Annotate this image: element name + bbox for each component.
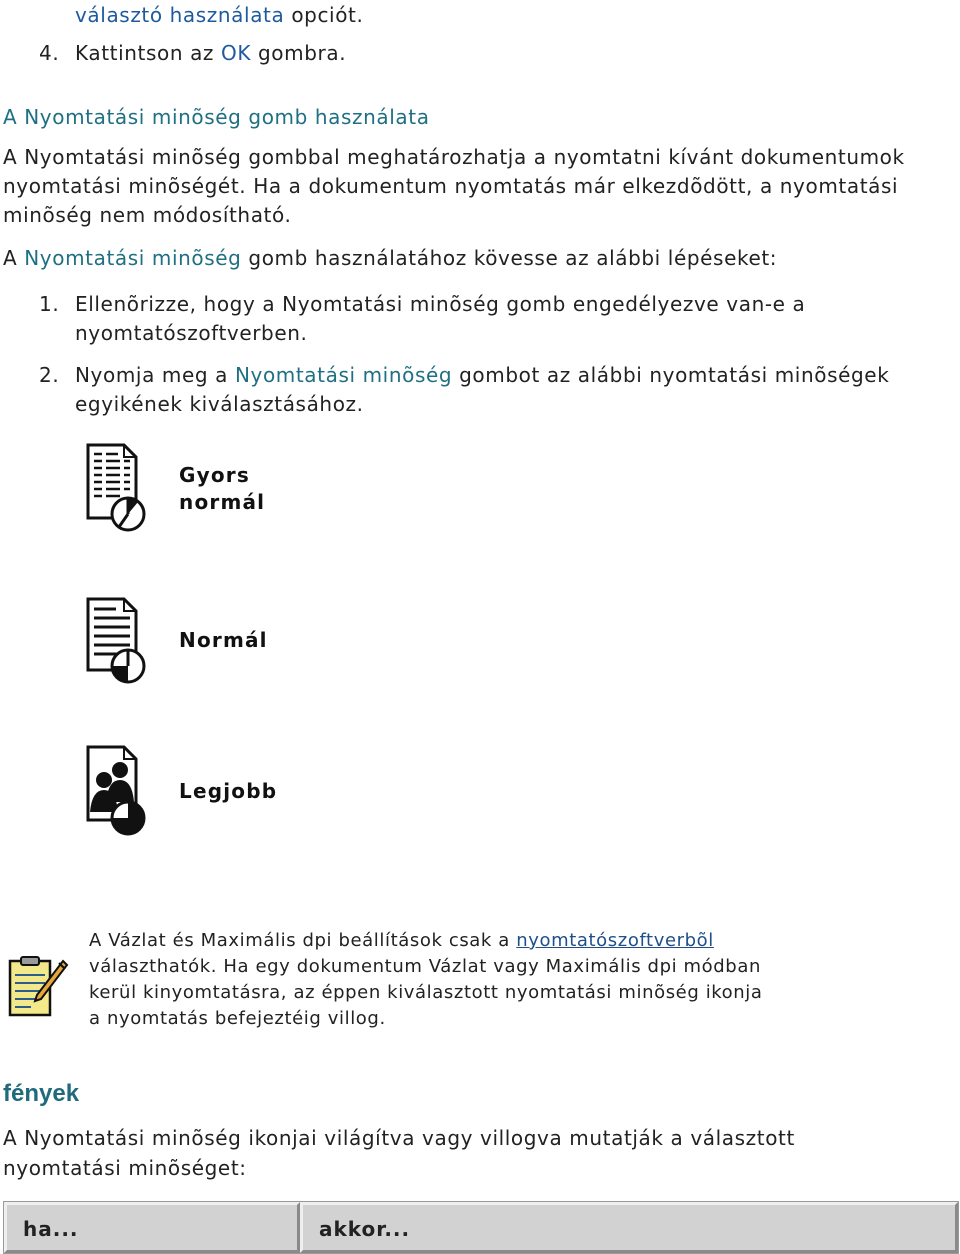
lights-heading: fények <box>3 1080 80 1107</box>
table-header-if: ha... <box>4 1202 300 1253</box>
printer-software-link[interactable]: nyomtatószoftverbõl <box>516 930 714 951</box>
lights-paragraph-line-1: A Nyomtatási minõség ikonjai világítva vagy villogva mutatják a választott <box>3 1126 795 1150</box>
step-1: 1. Ellenõrizze, hogy a Nyomtatási minõség gomb engedélyezve van-e a <box>39 292 806 316</box>
ok-link[interactable]: OK <box>220 41 252 65</box>
table-header-then: akkor... <box>300 1202 958 1253</box>
section-heading: A Nyomtatási minõség gomb használata <box>3 105 430 129</box>
mode-best-label: Legjobb <box>179 779 278 803</box>
notepad-pencil-icon <box>7 955 69 1023</box>
intro-link[interactable]: választó használata <box>75 3 285 27</box>
paragraph-line-2: nyomtatási minõségét. Ha a dokumentum nyomtatás már elkezdõdött, a nyomtatási <box>3 174 899 198</box>
mode-normal-label: Normál <box>179 628 268 652</box>
intro-line: választó használata opciót. <box>75 3 364 27</box>
fast-normal-page-icon <box>84 442 148 540</box>
normal-page-icon <box>84 596 148 692</box>
step-2: 2. Nyomja meg a Nyomtatási minõség gombot az alábbi nyomtatási minõségek <box>39 363 890 387</box>
lights-table-header <box>3 1201 959 1254</box>
step-1-line-2: nyomtatószoftverben. <box>75 321 308 345</box>
instructions-intro: A Nyomtatási minõség gomb használatához kövesse az alábbi lépéseket: <box>3 246 778 270</box>
lights-paragraph-line-2: nyomtatási minõséget: <box>3 1156 247 1180</box>
step-4: 4. Kattintson az OK gombra. <box>39 41 347 65</box>
best-quality-page-icon <box>84 744 148 844</box>
print-quality-link-2[interactable]: Nyomtatási minõség <box>234 363 453 387</box>
paragraph-line-3: minõség nem módosítható. <box>3 203 292 227</box>
note-text: A Vázlat és Maximális dpi beállítások csak a nyomtatószoftverbõl választhatók. Ha egy dokumentum Vázlat vagy Maximális dpi módban kerül kinyomtatásra, az éppen kiválasztott nyomtatási minõség ikonja a nyomtatás befejeztéig villog. <box>89 930 763 1029</box>
mode-fast-normal-label: Gyors normál <box>179 463 266 514</box>
print-quality-link[interactable]: Nyomtatási minõség <box>24 246 242 270</box>
step-2-line-2: egyikének kiválasztásához. <box>75 392 364 416</box>
paragraph-line-1: A Nyomtatási minõség gombbal meghatározhatja a nyomtatni kívánt dokumentumok <box>3 145 905 169</box>
